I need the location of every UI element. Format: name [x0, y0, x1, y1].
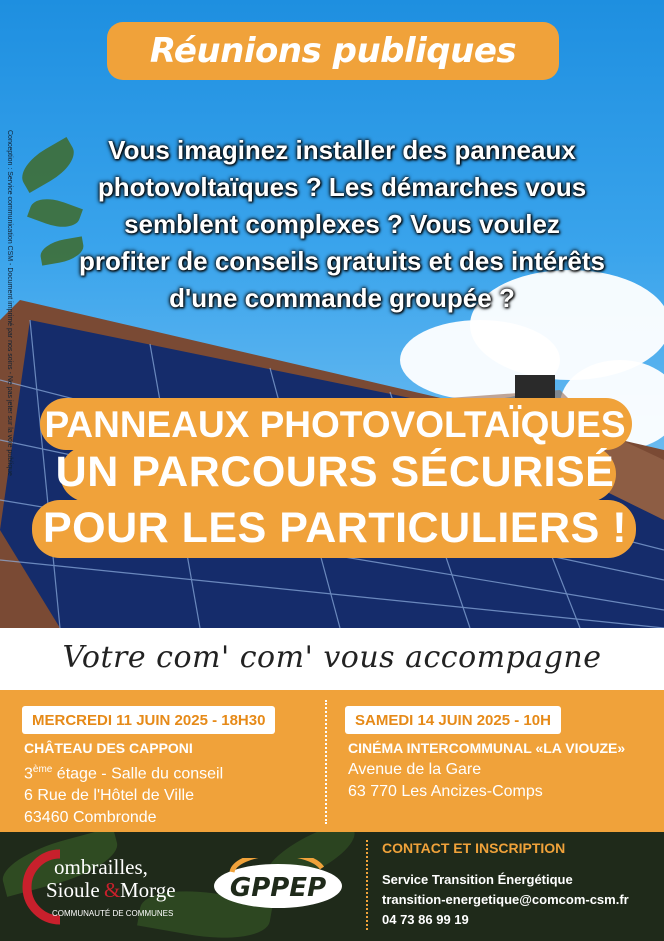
csm-logo-line3: Morge	[120, 878, 176, 902]
csm-logo	[20, 842, 210, 932]
contact-service: Service Transition Énergétique	[382, 872, 573, 887]
floor-number: 3	[24, 765, 33, 783]
contact-block	[366, 840, 664, 930]
event-date: SAMEDI 14 JUIN 2025 - 10H	[345, 706, 561, 734]
gppep-logo-text: GPPEP	[229, 873, 327, 903]
contact-phone[interactable]: 04 73 86 99 19	[382, 912, 469, 927]
question-line: semblent complexes ? Vous voulez	[124, 209, 560, 239]
tagline: Votre com' com' vous accompagne	[62, 640, 602, 675]
event-address-line: 6 Rue de l'Hôtel de Ville	[24, 787, 194, 805]
print-credit	[3, 130, 13, 610]
question-line: photovoltaïques ? Les démarches vous	[97, 172, 587, 202]
floor-suffix: ème	[32, 764, 53, 775]
event-floor	[24, 759, 223, 785]
event-address	[348, 759, 543, 803]
title-banner	[107, 22, 559, 80]
intro-questions	[42, 132, 642, 317]
floor-room: étage - Salle du conseil	[52, 765, 224, 783]
headline-line-1: PANNEAUX PHOTOVOLTAÏQUES	[44, 404, 626, 445]
event-date: MERCREDI 11 JUIN 2025 - 18H30	[22, 706, 275, 734]
event-venue: CHÂTEAU DES CAPPONI	[24, 740, 193, 756]
headline-line-2: UN PARCOURS SÉCURISÉ	[55, 448, 615, 496]
print-credit-text: Conception : Service communication CSM - Document imprimé par nos soins - Ne pas jeter sur la voie publique	[6, 130, 13, 476]
question-line: Vous imaginez installer des panneaux	[108, 135, 576, 165]
event-address-line: Avenue de la Gare	[348, 761, 482, 778]
csm-logo-line2: Sioule	[46, 878, 100, 902]
contact-title: CONTACT ET INSCRIPTION	[382, 840, 566, 856]
page-title: Réunions publiques	[149, 31, 517, 71]
csm-logo-sub: COMMUNAUTÉ DE COMMUNES	[52, 909, 174, 918]
event-address-line: 63460 Combronde	[24, 809, 157, 827]
contact-email[interactable]: transition-energetique@comcom-csm.fr	[382, 892, 629, 907]
question-line: profiter de conseils gratuits et des intérêts	[79, 246, 605, 276]
question-line: d'une commande groupée ?	[169, 283, 515, 313]
event-address-line: 63 770 Les Ancizes-Comps	[348, 783, 543, 800]
csm-logo-amp: &	[104, 878, 121, 902]
event-address	[24, 759, 223, 829]
event-venue: CINÉMA INTERCOMMUNAL «LA VIOUZE»	[348, 740, 626, 756]
events-divider	[325, 700, 327, 824]
gppep-logo	[212, 858, 352, 914]
csm-logo-line1: ombrailles,	[54, 855, 148, 879]
headline-line-3: POUR LES PARTICULIERS !	[42, 504, 628, 552]
